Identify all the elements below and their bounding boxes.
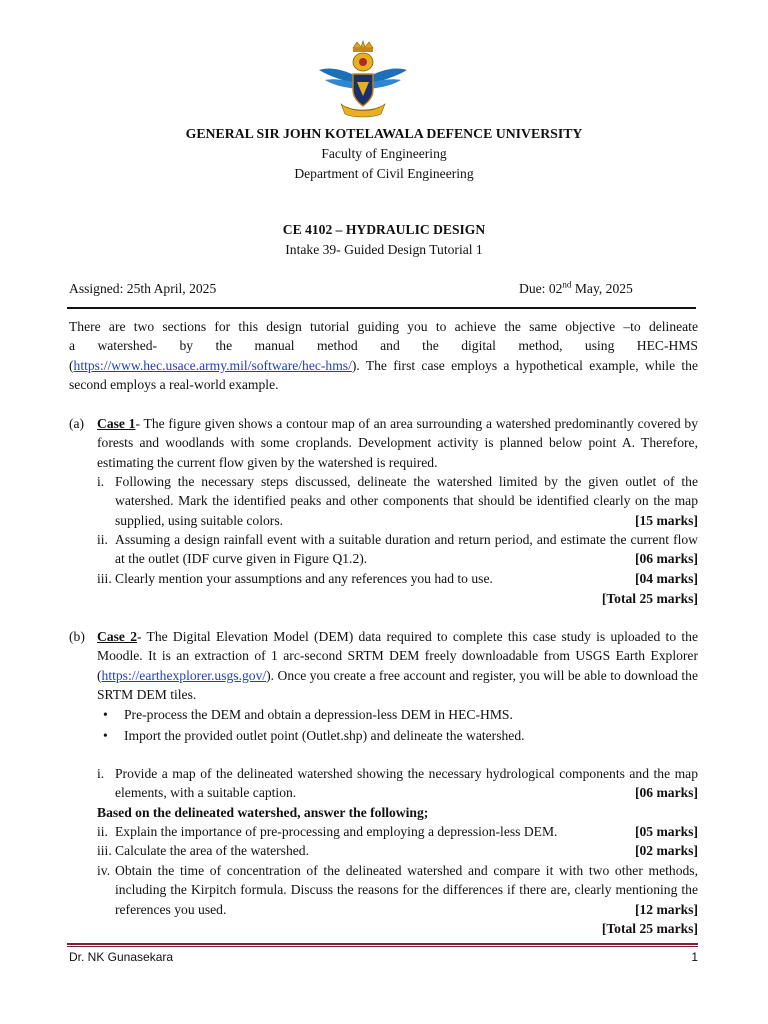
bullet-icon: •: [103, 707, 108, 722]
section-a-description: Case 1- The figure given shows a contour map of an area surrounding a watershed predominantly covered by forests and woodlands with some croplands. Development activity is planned below point A. Therefore, estimating the current flow given by the watershed is required.: [97, 416, 698, 470]
section-a-item-ii: ii. Assuming a design rainfall event with a suitable duration and return period, and estimate the current flow at the outlet (IDF curve given in Figure Q1.2). [06 marks]: [97, 530, 698, 569]
footer-author: Dr. NK Gunasekara: [69, 950, 174, 964]
faculty-name: Faculty of Engineering: [321, 146, 447, 161]
tutorial-subtitle: Intake 39- Guided Design Tutorial 1: [285, 242, 483, 257]
section-a-label: (a): [69, 416, 85, 431]
marks-badge: [04 marks]: [634, 571, 698, 586]
section-b-description: Case 2- The Digital Elevation Model (DEM) data required to complete this case study is uploaded to the Moodle. It is an extraction of 1 arc-second SRTM DEM freely downloadable from USGS Earth Explorer (https://earthexplorer.usgs.gov/). Once you create a free account and register, you will be able to download the SRTM DEM tiles.: [97, 629, 698, 703]
section-b-bullet: • Pre-process the DEM and obtain a depression-less DEM in HEC-HMS.: [103, 705, 698, 724]
section-b-label: (b): [69, 629, 85, 644]
section-b-total: [Total 25 marks]: [601, 921, 698, 936]
section-b-item-iii: iii. Calculate the area of the watershed. [02 marks]: [97, 841, 698, 860]
hec-hms-link[interactable]: https://www.hec.usace.army.mil/software/hec-hms/: [73, 357, 352, 373]
based-on-heading: Based on the delineated watershed, answer the following;: [97, 805, 429, 820]
course-title: CE 4102 – HYDRAULIC DESIGN: [282, 222, 486, 237]
case-1-title: Case 1: [97, 416, 136, 431]
assigned-date: Assigned: 25th April, 2025: [69, 281, 217, 296]
university-crest-logo: [317, 40, 409, 120]
marks-badge: [06 marks]: [634, 551, 698, 567]
section-b-item-ii: ii. Explain the importance of pre-processing and employing a depression-less DEM. [05 marks]: [97, 822, 698, 841]
bullet-icon: •: [103, 728, 108, 743]
section-b-item-iv: iv. Obtain the time of concentration of the delineated watershed and compare it with two other methods, including the Kirpitch formula. Discuss the reasons for the differences if there are, clearly mentioning the references you used. [12 marks]: [97, 861, 698, 919]
intro-paragraph: There are two sections for this design tutorial guiding you to achieve the same objective –to delineate a watershed- by the manual method and the digital method, using HEC-HMS (https://www.hec.usace.army.mil/software/hec-hms/). The first case employs a hypothetical example, while the second employs a real-world example.: [69, 319, 698, 393]
marks-badge: [06 marks]: [634, 785, 698, 801]
marks-badge: [02 marks]: [634, 843, 698, 858]
marks-badge: [05 marks]: [634, 824, 698, 839]
earth-explorer-link[interactable]: https://earthexplorer.usgs.gov/: [101, 667, 267, 683]
header-divider: [67, 307, 696, 309]
university-name: GENERAL SIR JOHN KOTELAWALA DEFENCE UNIVERSITY: [185, 126, 583, 141]
section-b-item-i: i. Provide a map of the delineated watershed showing the necessary hydrological components and the map elements, with a suitable caption. [06 marks]: [97, 764, 698, 803]
marks-badge: [12 marks]: [634, 901, 698, 917]
section-a-total: [Total 25 marks]: [601, 591, 698, 606]
section-a-item-iii: iii. Clearly mention your assumptions and any references you had to use. [04 marks]: [97, 569, 698, 588]
footer-divider: [67, 943, 698, 947]
department-name: Department of Civil Engineering: [294, 166, 474, 181]
section-b-bullet: • Import the provided outlet point (Outlet.shp) and delineate the watershed.: [103, 726, 698, 745]
page-number: 1: [691, 950, 698, 964]
due-date: Due: 02nd May, 2025: [519, 279, 633, 296]
case-2-title: Case 2: [97, 629, 137, 644]
section-a-item-i: i. Following the necessary steps discussed, delineate the watershed limited by the given outlet of the watershed. Mark the identified peaks and other components that should be identified clearly on the map supplied, using suitable colors. [15 marks]: [97, 472, 698, 530]
marks-badge: [15 marks]: [634, 512, 698, 528]
